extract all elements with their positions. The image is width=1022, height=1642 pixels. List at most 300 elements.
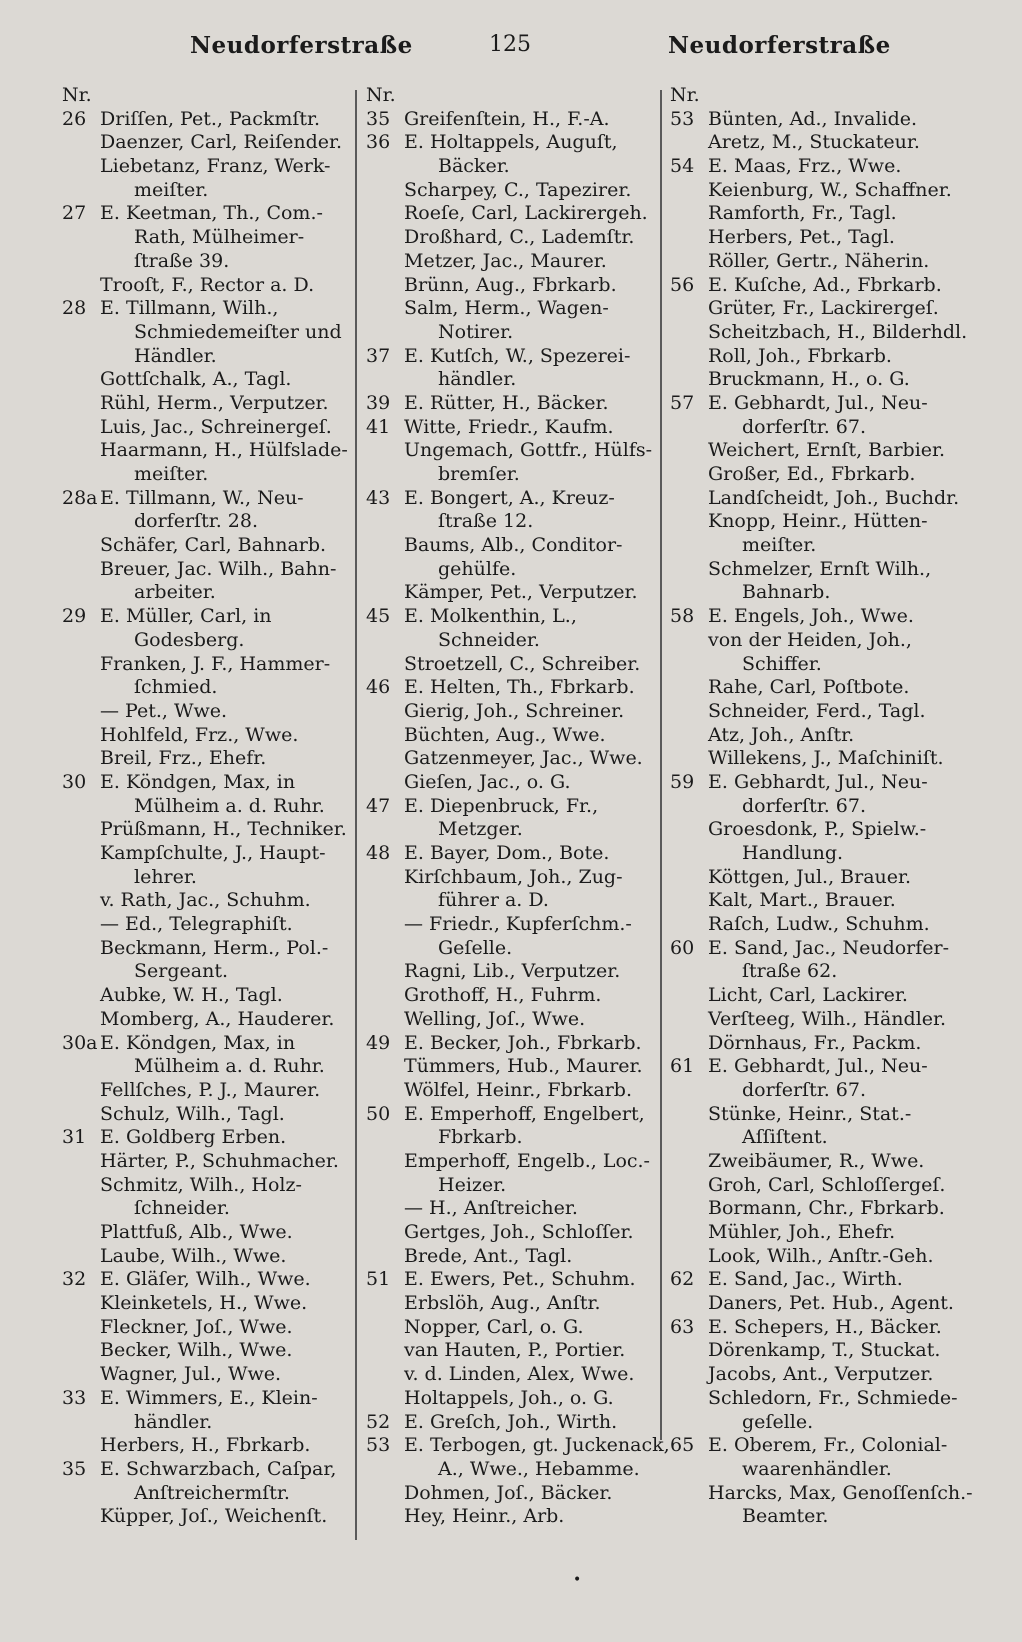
directory-line bbox=[670, 1126, 960, 1150]
resident-entry: E. Schepers, H., Bäcker. bbox=[708, 1315, 942, 1338]
column-divider bbox=[660, 90, 662, 1440]
directory-line bbox=[366, 1411, 656, 1435]
resident-entry: E. Emperhoff, Engelbert, bbox=[404, 1102, 645, 1125]
entry-continuation: A., Wwe., Hebamme. bbox=[438, 1457, 640, 1480]
directory-line bbox=[62, 179, 352, 203]
resident-entry: E. Bayer, Dom., Bote. bbox=[404, 842, 610, 864]
resident-entry: Ungemach, Gottfr., Hülfs- bbox=[404, 439, 653, 462]
directory-line bbox=[366, 1316, 656, 1340]
directory-line bbox=[670, 1458, 960, 1482]
entry-continuation: bremſer. bbox=[438, 463, 520, 485]
directory-line bbox=[670, 416, 960, 440]
directory-line bbox=[62, 676, 352, 700]
directory-line bbox=[366, 368, 656, 392]
directory-line bbox=[366, 321, 656, 345]
directory-line bbox=[62, 510, 352, 534]
directory-line bbox=[62, 439, 352, 463]
directory-line bbox=[670, 1032, 960, 1056]
directory-line bbox=[62, 1434, 352, 1458]
directory-line bbox=[62, 605, 352, 629]
house-number: 52 bbox=[366, 1410, 391, 1433]
resident-entry: Bruckmann, H., o. G. bbox=[708, 368, 910, 391]
directory-line bbox=[366, 1150, 656, 1174]
entry-continuation: Beamter. bbox=[742, 1505, 829, 1528]
resident-entry: Landſcheidt, Joh., Buchdr. bbox=[708, 486, 960, 509]
resident-entry: E. Helten, Th., Fbrkarb. bbox=[404, 676, 635, 699]
house-number: 63 bbox=[670, 1315, 695, 1338]
directory-line bbox=[366, 1363, 656, 1387]
directory-line bbox=[670, 1055, 960, 1079]
resident-entry: Bormann, Chr., Fbrkarb. bbox=[708, 1197, 945, 1220]
resident-entry: Schäfer, Carl, Bahnarb. bbox=[100, 534, 327, 557]
resident-entry: E. Terbogen, gt. Juckenack, bbox=[404, 1434, 670, 1457]
house-number: 60 bbox=[670, 936, 695, 959]
resident-entry: E. Greſch, Joh., Wirth. bbox=[404, 1410, 618, 1433]
entry-continuation: meiſter. bbox=[134, 463, 209, 485]
directory-line bbox=[670, 724, 960, 748]
resident-entry: Schmitz, Wilh., Holz- bbox=[100, 1173, 302, 1196]
directory-line bbox=[670, 1411, 960, 1435]
resident-entry: Trooſt, F., Rector a. D. bbox=[100, 273, 315, 296]
house-number: 26 bbox=[62, 107, 87, 130]
directory-line bbox=[366, 1434, 670, 1458]
resident-entry: Verſteeg, Wilh., Händler. bbox=[708, 1007, 947, 1030]
directory-line bbox=[366, 937, 656, 961]
entry-continuation: Notirer. bbox=[438, 320, 514, 343]
house-number: 30a bbox=[62, 1031, 98, 1054]
resident-entry: Tümmers, Hub., Maurer. bbox=[404, 1055, 643, 1078]
resident-entry: Greifenſtein, H., F.-A. bbox=[404, 107, 610, 130]
resident-entry: Gottſchalk, A., Tagl. bbox=[100, 368, 292, 391]
resident-entry: — Pet., Wwe. bbox=[100, 699, 228, 722]
directory-line bbox=[366, 1292, 656, 1316]
directory-line bbox=[670, 226, 960, 250]
directory-line bbox=[366, 1221, 656, 1245]
directory-line bbox=[670, 842, 960, 866]
resident-entry: Scharpey, C., Tapezirer. bbox=[404, 178, 632, 201]
resident-entry: Küpper, Joſ., Weichenſt. bbox=[100, 1505, 328, 1528]
resident-entry: E. Holtappels, Auguſt, bbox=[404, 131, 618, 154]
directory-line bbox=[62, 558, 352, 582]
resident-entry: Gatzenmeyer, Jac., Wwe. bbox=[404, 747, 643, 770]
directory-line bbox=[670, 1481, 973, 1506]
entry-continuation: Metzger. bbox=[438, 818, 523, 841]
directory-line bbox=[366, 487, 656, 511]
entry-continuation: Bahnarb. bbox=[742, 581, 831, 604]
directory-line bbox=[366, 1458, 656, 1482]
resident-entry: E. Goldberg Erben. bbox=[100, 1126, 287, 1149]
directory-line bbox=[670, 534, 960, 558]
directory-line bbox=[62, 771, 352, 795]
resident-entry: Knopp, Heinr., Hütten- bbox=[708, 510, 928, 533]
directory-line bbox=[62, 1339, 352, 1363]
directory-line bbox=[62, 202, 352, 226]
directory-line bbox=[670, 1292, 960, 1316]
house-number: 30 bbox=[62, 770, 87, 793]
entry-continuation: dorferſtr. 67. bbox=[742, 415, 867, 438]
directory-line bbox=[62, 534, 352, 558]
resident-entry: Driſſen, Pet., Packmſtr. bbox=[100, 107, 321, 130]
resident-entry: Laube, Wilh., Wwe. bbox=[100, 1244, 287, 1267]
resident-entry: E. Tillmann, Wilh., bbox=[100, 297, 279, 320]
house-number: 27 bbox=[62, 202, 87, 225]
resident-entry: Luis, Jac., Schreinergeſ. bbox=[100, 415, 332, 438]
directory-line bbox=[62, 416, 352, 440]
entry-continuation: dorferſtr. 67. bbox=[742, 794, 867, 817]
directory-line bbox=[62, 700, 352, 724]
house-number: 49 bbox=[366, 1031, 391, 1054]
column-divider bbox=[355, 90, 357, 1540]
directory-line bbox=[366, 629, 656, 653]
directory-line bbox=[670, 274, 960, 298]
entry-continuation: dorferſtr. 28. bbox=[134, 510, 259, 533]
directory-line bbox=[62, 392, 352, 416]
directory-line bbox=[62, 1197, 352, 1221]
resident-entry: Schledorn, Fr., Schmiede- bbox=[708, 1386, 958, 1409]
directory-line bbox=[670, 558, 960, 582]
directory-line bbox=[366, 297, 656, 321]
directory-line bbox=[670, 84, 960, 108]
resident-entry: Scheitzbach, H., Bilderhdl. bbox=[708, 320, 968, 343]
directory-line bbox=[62, 1363, 352, 1387]
directory-line bbox=[366, 108, 656, 132]
house-number: 61 bbox=[670, 1055, 695, 1078]
directory-line bbox=[366, 581, 656, 605]
directory-line bbox=[366, 676, 656, 700]
directory-line bbox=[670, 984, 960, 1008]
resident-entry: Harcks, Max, Genoſſenſch.- bbox=[708, 1481, 973, 1504]
resident-entry: Franken, J. F., Hammer- bbox=[100, 652, 331, 675]
directory-line bbox=[670, 676, 960, 700]
directory-line bbox=[670, 320, 968, 345]
resident-entry: Groesdonk, P., Spielw.- bbox=[708, 818, 927, 841]
entry-continuation: Mülheim a. d. Ruhr. bbox=[134, 794, 325, 817]
directory-line bbox=[670, 297, 960, 321]
directory-line bbox=[670, 368, 960, 392]
resident-entry: Härter, P., Schuhmacher. bbox=[100, 1149, 339, 1172]
directory-line bbox=[366, 416, 656, 440]
directory-line bbox=[62, 818, 352, 842]
directory-line bbox=[670, 1387, 960, 1411]
house-number: 39 bbox=[366, 391, 391, 414]
resident-entry: E. Köndgen, Max, in bbox=[100, 1031, 296, 1054]
resident-entry: Gieſen, Jac., o. G. bbox=[404, 770, 571, 793]
directory-line bbox=[62, 1174, 352, 1198]
resident-entry: — Friedr., Kupferſchm.- bbox=[404, 913, 632, 936]
resident-entry: Welling, Joſ., Wwe. bbox=[404, 1007, 586, 1030]
directory-line bbox=[670, 1245, 960, 1269]
entry-continuation: Rath, Mülheimer- bbox=[134, 226, 305, 249]
entry-continuation: Anſtreichermſtr. bbox=[134, 1481, 290, 1504]
column-3 bbox=[670, 84, 973, 1529]
directory-line bbox=[366, 1387, 656, 1411]
resident-entry: Grothoff, H., Fuhrm. bbox=[404, 984, 602, 1007]
directory-line bbox=[670, 1079, 960, 1103]
directory-line bbox=[366, 558, 656, 582]
resident-entry: van Hauten, P., Portier. bbox=[404, 1339, 626, 1362]
directory-line bbox=[670, 1268, 960, 1292]
directory-line bbox=[62, 368, 352, 392]
directory-line bbox=[670, 1150, 960, 1174]
resident-entry: Rühl, Herm., Verputzer. bbox=[100, 391, 329, 414]
house-number: 59 bbox=[670, 770, 695, 793]
directory-line bbox=[366, 818, 656, 842]
resident-entry: Holtappels, Joh., o. G. bbox=[404, 1386, 614, 1409]
directory-line bbox=[366, 889, 656, 913]
directory-line bbox=[62, 1126, 352, 1150]
entry-continuation: ſtraße 39. bbox=[134, 249, 230, 272]
resident-entry: E. Ewers, Pet., Schuhm. bbox=[404, 1268, 636, 1291]
entry-continuation: Fbrkarb. bbox=[438, 1126, 523, 1149]
house-number: 36 bbox=[366, 131, 391, 154]
resident-entry: Ragni, Lib., Verputzer. bbox=[404, 960, 621, 983]
entry-continuation: ſtraße 62. bbox=[742, 960, 838, 983]
directory-line bbox=[366, 534, 656, 558]
directory-line bbox=[670, 1363, 960, 1387]
resident-entry: Dörnhaus, Fr., Packm. bbox=[708, 1031, 922, 1054]
directory-line bbox=[62, 1292, 352, 1316]
resident-entry: Baums, Alb., Conditor- bbox=[404, 534, 623, 557]
resident-entry: E. Rütter, H., Bäcker. bbox=[404, 391, 609, 414]
resident-entry: Aubke, W. H., Tagl. bbox=[100, 984, 283, 1007]
directory-line bbox=[62, 345, 352, 369]
entry-continuation: geſelle. bbox=[742, 1410, 814, 1433]
house-number: 29 bbox=[62, 605, 87, 628]
directory-line bbox=[62, 1411, 352, 1435]
directory-line bbox=[62, 1008, 352, 1032]
directory-line bbox=[366, 510, 656, 534]
entry-continuation: Händler. bbox=[134, 344, 217, 367]
resident-entry: Wagner, Jul., Wwe. bbox=[100, 1363, 282, 1386]
directory-line bbox=[366, 960, 656, 984]
directory-line bbox=[62, 1032, 352, 1056]
directory-line bbox=[366, 1174, 656, 1198]
directory-line bbox=[62, 1221, 352, 1245]
directory-line bbox=[366, 463, 656, 487]
directory-line bbox=[670, 771, 960, 795]
resident-entry: Look, Wilh., Anſtr.-Geh. bbox=[708, 1244, 934, 1267]
resident-entry: Stroetzell, C., Schreiber. bbox=[404, 652, 641, 675]
directory-line bbox=[62, 1079, 352, 1103]
resident-entry: v. Rath, Jac., Schuhm. bbox=[100, 889, 311, 912]
directory-line bbox=[366, 392, 656, 416]
entry-continuation: gehülfe. bbox=[438, 557, 517, 580]
resident-entry: Haarmann, H., Hülfslade- bbox=[100, 439, 348, 462]
directory-line bbox=[62, 724, 352, 748]
resident-entry: Licht, Carl, Lackirer. bbox=[708, 984, 908, 1007]
directory-line bbox=[670, 653, 960, 677]
directory-line bbox=[366, 1482, 656, 1506]
resident-entry: Schulz, Wilh., Tagl. bbox=[100, 1102, 285, 1125]
directory-line bbox=[366, 866, 656, 890]
resident-entry: Breil, Frz., Ehefr. bbox=[100, 747, 267, 770]
house-number: 32 bbox=[62, 1268, 87, 1291]
resident-entry: E. Gebhardt, Jul., Neu- bbox=[708, 391, 928, 414]
resident-entry: Daenzer, Carl, Reiſender. bbox=[100, 131, 343, 154]
directory-line bbox=[366, 605, 656, 629]
column-2 bbox=[366, 84, 670, 1529]
directory-line bbox=[670, 605, 960, 629]
house-number: 33 bbox=[62, 1386, 87, 1409]
directory-line bbox=[62, 274, 352, 298]
directory-line bbox=[62, 1103, 352, 1127]
resident-entry: E. Engels, Joh., Wwe. bbox=[708, 605, 914, 628]
entry-continuation: Mülheim a. d. Ruhr. bbox=[134, 1055, 325, 1078]
directory-line bbox=[670, 795, 960, 819]
column-heading: Nr. bbox=[366, 84, 396, 106]
directory-line bbox=[366, 274, 656, 298]
directory-line bbox=[670, 1505, 960, 1529]
resident-entry: Röller, Gertr., Näherin. bbox=[708, 249, 930, 272]
directory-line bbox=[366, 700, 656, 724]
directory-line bbox=[670, 747, 960, 771]
directory-line bbox=[366, 1197, 656, 1221]
directory-line bbox=[366, 913, 656, 937]
entry-continuation: führer a. D. bbox=[438, 889, 549, 912]
directory-line bbox=[62, 1458, 352, 1482]
directory-line bbox=[62, 889, 352, 913]
house-number: 54 bbox=[670, 155, 695, 178]
directory-line bbox=[62, 226, 352, 250]
resident-entry: Brünn, Aug., Fbrkarb. bbox=[404, 273, 617, 296]
resident-entry: Fellſches, P. J., Maurer. bbox=[100, 1078, 321, 1101]
directory-line bbox=[366, 226, 656, 250]
directory-line bbox=[670, 179, 960, 203]
resident-entry: E. Oberem, Fr., Colonial- bbox=[708, 1434, 948, 1457]
resident-entry: E. Schwarzbach, Caſpar, bbox=[100, 1457, 337, 1480]
entry-continuation: waarenhändler. bbox=[742, 1457, 892, 1480]
directory-line bbox=[670, 250, 960, 274]
page-number: 125 bbox=[489, 32, 531, 57]
house-number: 28a bbox=[62, 486, 98, 509]
directory-line bbox=[62, 297, 352, 321]
house-number: 53 bbox=[366, 1434, 391, 1457]
entry-continuation: arbeiter. bbox=[134, 581, 216, 604]
running-head-right: Neudorferstraße bbox=[668, 32, 891, 59]
directory-line bbox=[670, 345, 960, 369]
entry-continuation: Heizer. bbox=[438, 1173, 507, 1196]
directory-line bbox=[62, 1268, 352, 1292]
resident-entry: Kirſchbaum, Joh., Zug- bbox=[404, 865, 623, 888]
directory-line bbox=[366, 202, 656, 226]
resident-entry: Momberg, A., Hauderer. bbox=[100, 1007, 335, 1030]
resident-entry: Droßhard, C., Lademſtr. bbox=[404, 226, 635, 249]
directory-line bbox=[62, 131, 352, 155]
resident-entry: Kämper, Pet., Verputzer. bbox=[404, 581, 638, 604]
directory-line bbox=[366, 984, 656, 1008]
resident-entry: Ramforth, Fr., Tagl. bbox=[708, 202, 897, 225]
directory-line bbox=[366, 131, 656, 155]
resident-entry: Großer, Ed., Fbrkarb. bbox=[708, 463, 916, 485]
resident-entry: E. Diepenbruck, Fr., bbox=[404, 794, 599, 817]
directory-line bbox=[62, 487, 352, 511]
house-number: 50 bbox=[366, 1102, 391, 1125]
directory-line bbox=[670, 889, 960, 913]
resident-entry: Emperhoff, Engelb., Loc.- bbox=[404, 1149, 650, 1172]
resident-entry: Wölfel, Heinr., Fbrkarb. bbox=[404, 1078, 632, 1101]
entry-continuation: ſchneider. bbox=[134, 1197, 230, 1220]
entry-continuation: Godesberg. bbox=[134, 628, 245, 651]
resident-entry: Dohmen, Joſ., Bäcker. bbox=[404, 1481, 613, 1504]
entry-continuation: Schmiedemeiſter und bbox=[134, 320, 342, 343]
entry-continuation: ſtraße 12. bbox=[438, 510, 534, 533]
directory-line bbox=[670, 155, 960, 179]
resident-entry: Stünke, Heinr., Stat.- bbox=[708, 1102, 912, 1125]
directory-line bbox=[366, 1339, 656, 1363]
directory-line bbox=[670, 392, 960, 416]
house-number: 37 bbox=[366, 344, 391, 367]
directory-line bbox=[62, 1482, 352, 1506]
page-header bbox=[0, 32, 1022, 72]
resident-entry: E. Sand, Jac., Neudorfer- bbox=[708, 936, 950, 959]
directory-line bbox=[670, 818, 960, 842]
directory-line bbox=[366, 724, 656, 748]
column-heading: Nr. bbox=[62, 84, 92, 106]
resident-entry: Breuer, Jac. Wilh., Bahn- bbox=[100, 557, 337, 580]
column-heading: Nr. bbox=[670, 84, 700, 106]
house-number: 31 bbox=[62, 1126, 87, 1149]
directory-line bbox=[62, 321, 352, 345]
house-number: 41 bbox=[366, 415, 391, 438]
directory-line bbox=[62, 250, 352, 274]
directory-line bbox=[366, 795, 656, 819]
directory-line bbox=[670, 937, 960, 961]
directory-line bbox=[670, 510, 960, 534]
directory-line bbox=[366, 1008, 656, 1032]
directory-line bbox=[670, 1197, 960, 1221]
resident-entry: Hohlfeld, Frz., Wwe. bbox=[100, 723, 299, 746]
directory-line bbox=[670, 1221, 960, 1245]
resident-entry: Herbers, H., Fbrkarb. bbox=[100, 1434, 311, 1457]
resident-entry: E. Gebhardt, Jul., Neu- bbox=[708, 1055, 928, 1078]
resident-entry: Metzer, Jac., Maurer. bbox=[404, 249, 607, 272]
directory-line bbox=[670, 1103, 960, 1127]
directory-line bbox=[62, 653, 352, 677]
entry-continuation: meiſter. bbox=[742, 534, 817, 557]
house-number: 65 bbox=[670, 1434, 695, 1457]
directory-line bbox=[366, 179, 656, 203]
resident-entry: Raſch, Ludw., Schuhm. bbox=[708, 913, 930, 936]
directory-line bbox=[670, 131, 960, 155]
entry-continuation: Schiffer. bbox=[742, 652, 822, 675]
house-number: 57 bbox=[670, 391, 695, 414]
directory-line bbox=[670, 700, 960, 724]
column-1 bbox=[62, 84, 352, 1529]
entry-continuation: Aſſiſtent. bbox=[742, 1126, 828, 1149]
resident-entry: Keienburg, W., Schaffner. bbox=[708, 178, 952, 201]
entry-continuation: Schneider. bbox=[438, 628, 540, 651]
house-number: 58 bbox=[670, 605, 695, 628]
resident-entry: Prüßmann, H., Techniker. bbox=[100, 818, 347, 841]
house-number: 53 bbox=[670, 107, 695, 130]
resident-entry: Groh, Carl, Schloſſergeſ. bbox=[708, 1173, 946, 1196]
resident-entry: Kalt, Mart., Brauer. bbox=[708, 889, 896, 912]
resident-entry: Brede, Ant., Tagl. bbox=[404, 1244, 573, 1267]
house-number: 48 bbox=[366, 842, 391, 864]
resident-entry: Dörenkamp, T., Stuckat. bbox=[708, 1339, 941, 1362]
entry-continuation: dorferſtr. 67. bbox=[742, 1078, 867, 1101]
directory-line bbox=[62, 842, 352, 866]
resident-entry: — Ed., Telegraphiſt. bbox=[100, 913, 293, 936]
resident-entry: Kampſchulte, J., Haupt- bbox=[100, 842, 326, 864]
entry-continuation: ſchmied. bbox=[134, 676, 218, 699]
directory-line bbox=[62, 629, 352, 653]
directory-line bbox=[62, 1316, 352, 1340]
resident-entry: E. Maas, Frz., Wwe. bbox=[708, 155, 902, 178]
resident-entry: Liebetanz, Franz, Werk- bbox=[100, 155, 331, 178]
house-number: 35 bbox=[366, 107, 391, 130]
resident-entry: E. Bongert, A., Kreuz- bbox=[404, 486, 615, 509]
